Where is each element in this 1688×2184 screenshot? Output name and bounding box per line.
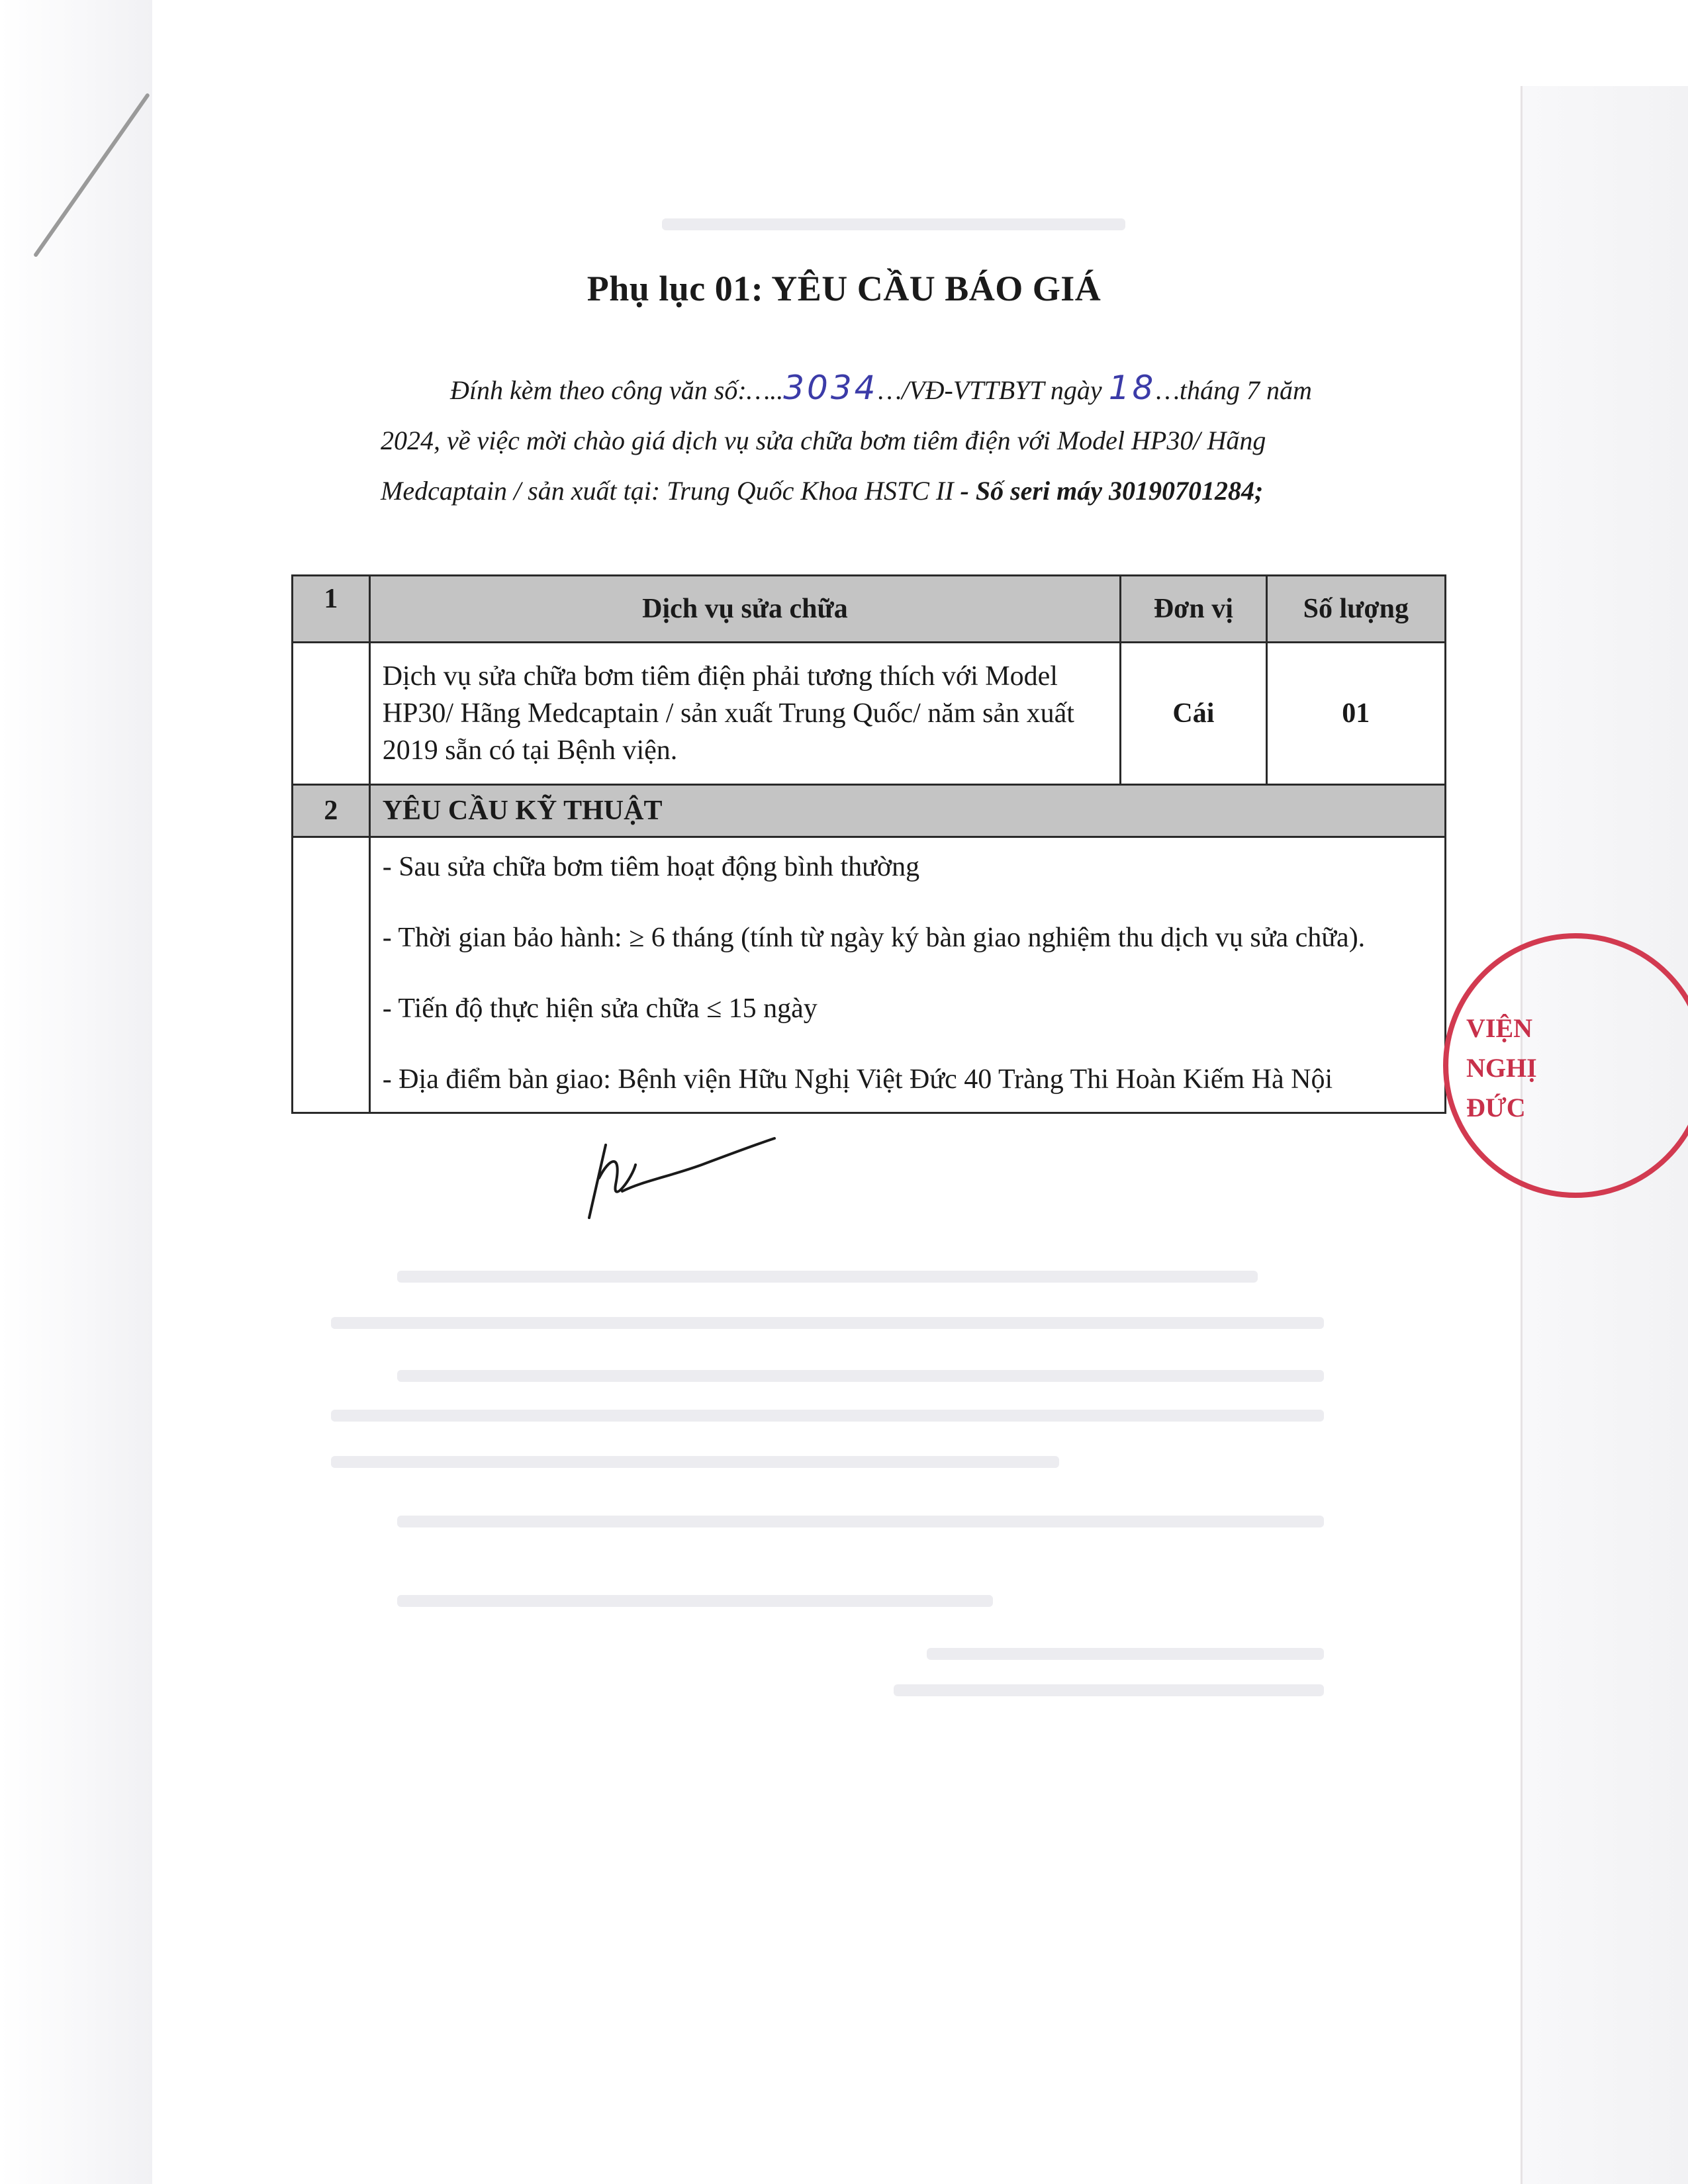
serial-number: - Số seri máy 30190701284;: [960, 476, 1264, 506]
section-1-header-row: [293, 576, 1446, 643]
handwritten-day: 18: [1108, 369, 1156, 407]
intro-paragraph: [381, 363, 1387, 516]
technical-number-cell: [293, 837, 370, 1113]
bleed-through-line: [397, 1516, 1324, 1527]
section-2-title: YÊU CẦU KỸ THUẬT: [369, 785, 1445, 837]
tech-requirement-item: - Thời gian bảo hành: ≥ 6 tháng (tính từ ngày ký bàn giao nghiệm thu dịch vụ sửa chữa).: [382, 923, 1366, 953]
document-title: Phụ lục 01: YÊU CẦU BÁO GIÁ: [586, 269, 1102, 308]
bleed-through-line: [397, 1271, 1258, 1283]
column-unit-header: Đơn vị: [1121, 576, 1266, 643]
intro-lead: Đính kèm theo công văn số:…..: [450, 375, 784, 405]
stamp-text-line-2: NGHỊ: [1466, 1053, 1537, 1083]
bleed-through-line: [331, 1410, 1324, 1422]
handwritten-signature: [569, 1118, 794, 1224]
bleed-through-line: [331, 1317, 1324, 1329]
stamp-text-line-3: ĐỨC: [1466, 1093, 1526, 1122]
stamp-text-line-1: VIỆN: [1466, 1013, 1533, 1043]
bleed-through-line: [397, 1370, 1324, 1382]
service-row-number-cell: [293, 643, 370, 785]
service-unit: Cái: [1121, 643, 1266, 785]
bleed-through-line: [397, 1595, 993, 1607]
intro-line-1: [381, 363, 1387, 416]
service-row: [293, 643, 1446, 785]
technical-requirements-row: [293, 837, 1446, 1113]
column-service-header: Dịch vụ sửa chữa: [369, 576, 1120, 643]
intro-line-3-text: Medcaptain / sản xuất tại: Trung Quốc Khoa HSTC II: [381, 476, 961, 506]
column-quantity-header: Số lượng: [1266, 576, 1445, 643]
tech-requirement-item: - Tiến độ thực hiện sửa chữa ≤ 15 ngày: [382, 993, 818, 1024]
intro-line-3: [381, 466, 1387, 516]
intro-after-day: …tháng 7 năm: [1156, 375, 1312, 405]
requirements-table: [291, 574, 1446, 1114]
intro-ref: …/VĐ-VTTBYT ngày: [878, 375, 1109, 405]
service-quantity: 01: [1266, 643, 1445, 785]
page-left-shadow: [0, 0, 152, 2184]
bleed-through-line: [662, 218, 1125, 230]
section-1-number: 1: [293, 576, 370, 643]
service-description: Dịch vụ sửa chữa bơm tiêm điện phải tương thích với Model HP30/ Hãng Medcaptain / sản xuất Trung Quốc/ năm sản xuất 2019 sẵn có tại Bệnh viện.: [369, 643, 1120, 785]
technical-requirements-list: [369, 837, 1445, 1113]
bleed-through-line: [894, 1684, 1324, 1696]
bleed-through-line: [331, 1456, 1059, 1468]
section-2-number: 2: [293, 785, 370, 837]
tech-requirement-item: - Địa điểm bàn giao: Bệnh viện Hữu Nghị Việt Đức 40 Tràng Thi Hoàn Kiếm Hà Nội: [382, 1064, 1333, 1095]
bleed-through-line: [927, 1648, 1324, 1660]
intro-line-2: 2024, về việc mời chào giá dịch vụ sửa chữa bơm tiêm điện với Model HP30/ Hãng: [381, 426, 1266, 455]
tech-requirement-item: - Sau sửa chữa bơm tiêm hoạt động bình thường: [382, 852, 920, 882]
section-2-header-row: [293, 785, 1446, 837]
handwritten-doc-number: 3034: [783, 369, 878, 407]
